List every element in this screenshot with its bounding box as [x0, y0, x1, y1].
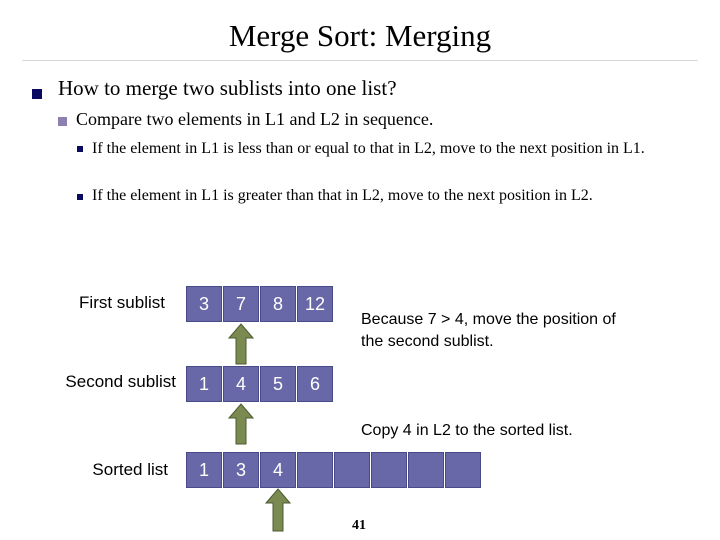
sorted-list-cell: 1 [186, 452, 222, 488]
bullet-square-icon [77, 146, 83, 152]
second-sublist-cell: 1 [186, 366, 222, 402]
sorted-list-cell: 3 [223, 452, 259, 488]
first-sublist-cell: 3 [186, 286, 222, 322]
first-sublist-cell: 12 [297, 286, 333, 322]
pointer-arrow-icon [228, 323, 254, 365]
second-sublist-label: Second sublist [65, 372, 176, 391]
second-sublist-cell: 4 [223, 366, 259, 402]
sorted-list-cell [371, 452, 407, 488]
note-because: Because 7 > 4, move the position of the second sublist. [361, 311, 616, 350]
bullet-level3-a: If the element in L1 is less than or equal to that in L2, move to the next position in L1. [92, 140, 645, 157]
sorted-list-cell [297, 452, 333, 488]
slide-title: Merge Sort: Merging [228, 18, 492, 53]
sorted-list-cell: 4 [260, 452, 296, 488]
second-sublist-cell: 6 [297, 366, 333, 402]
pointer-arrow-icon [228, 403, 254, 445]
bullet-square-icon [32, 89, 42, 99]
bullet-square-icon [58, 117, 67, 126]
bullet-square-icon [77, 194, 83, 200]
sorted-list-cell [445, 452, 481, 488]
first-sublist-cell: 7 [223, 286, 259, 322]
first-sublist-cell: 8 [260, 286, 296, 322]
bullet-level3-b: If the element in L1 is greater than that in L2, move to the next position in L2. [92, 187, 593, 204]
bullet-level2: Compare two elements in L1 and L2 in sequence. [76, 109, 434, 129]
sorted-list-cell [408, 452, 444, 488]
sorted-list-label: Sorted list [92, 460, 168, 479]
first-sublist-label: First sublist [79, 293, 165, 312]
pointer-arrow-icon [265, 488, 291, 532]
note-copy: Copy 4 in L2 to the sorted list. [361, 422, 573, 439]
title-divider [22, 60, 698, 61]
bullet-level1: How to merge two sublists into one list? [58, 76, 397, 100]
second-sublist-cell: 5 [260, 366, 296, 402]
page-number: 41 [352, 518, 366, 533]
sorted-list-cell [334, 452, 370, 488]
